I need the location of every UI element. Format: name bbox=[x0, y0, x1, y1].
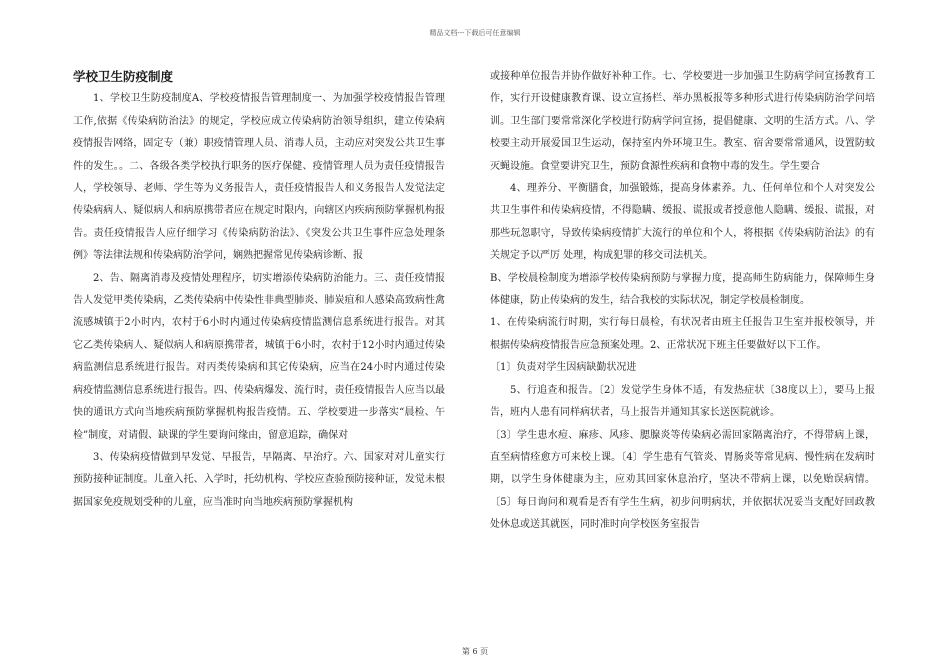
page-number: 第 6 页 bbox=[461, 647, 489, 656]
left-column-body bbox=[73, 88, 445, 514]
right-column bbox=[490, 66, 875, 537]
body-paragraph: 〔1〕负责对学生因病缺勤状况进 bbox=[490, 362, 637, 374]
body-paragraph: 4、理养分、平衡膳食，加强锻炼，提高身体素养。九、任何单位和个人对突发公共卫生事件和传染病疫情，不得隐瞒、缓报、谎报或者授意他人隐瞒、缓报、谎报，对那些玩忽职守，导致传染病疫情扩大流行的单位和个人，将根据《传染病防治法》的有关规定予以严厉 处理，构成犯罪的移交司法机关。 bbox=[490, 183, 875, 262]
body-paragraph: 或接种单位报告并协作做好补种工作。七、学校要进一步加强卫生防病学问宣扬教育工作，实行开设健康教育课、设立宣扬栏、举办黑板报等多种形式进行传染病防治学问培训。卫生部门要常常深化学校进行防病学问宣扬，提倡健康、文明的生活方式。八、学校要主动开展爱国卫生运动，保持室内外环境卫生。教室、宿舍要常常通风，设置防蚊灭蝇设施。食堂要讲究卫生，预防食源性疾病和食物中毒的发生。学生要合 bbox=[490, 71, 875, 172]
body-paragraph: 〔3〕学生患水痘、麻疹、风疹、腮腺炎等传染病必需回家隔离治疗，不得带病上课，直至病情痊愈方可来校上课。〔4〕学生患有气管炎、胃肠炎等常见病、慢性病在发病时期，以学生身体健康为主，应劝其回家休息治疗，坚决不带病上课，以免贻误病情。〔5〕每日询问和观看是否有学生生病，初步问明病状，并依据状况妥当支配好回政教处休息或送其就医，同时准时向学校医务室报告 bbox=[490, 429, 875, 531]
right-column-body bbox=[490, 66, 875, 537]
page-header: 精品文档---下载后可任意编辑 bbox=[429, 29, 521, 37]
body-paragraph: 3、传染病疫情做到早发觉、早报告，早隔离、早治疗。六、国家对对儿童实行预防接种证制度。儿童入托、入学时，托幼机构、学校应查验预防接种证，发觉未根据国家免疫规划受种的儿童，应当准时向当地疾病预防掌握机构 bbox=[73, 451, 445, 508]
document-title: 学校卫生防疫制度 bbox=[73, 69, 174, 84]
body-paragraph: 5、行追查和报告。〔2〕发觉学生身体不适，有发热症状〔38度以上〕，要马上报告，班内人患有同样病状者，马上报告并通知其家长送医院就诊。 bbox=[490, 384, 875, 419]
body-paragraph: B、学校晨检制度为增添学校传染病预防与掌握力度，提高师生防病能力，保障师生身体健康，防止传染病的发生，结合我校的实际状况，制定学校晨检制度。 bbox=[490, 272, 875, 307]
body-paragraph: 1、在传染病流行时期，实行每日晨检，有状况者由班主任报告卫生室并报校领导，并根据传染病疫情报告应急预案处理。2、正常状况下班主任要做好以下工作。 bbox=[490, 317, 875, 351]
body-paragraph: 2、告、隔离消毒及疫情处理程序，切实增添传染病防治能力。三、责任疫情报告人发觉甲类传染病，乙类传染病中传染性非典型肺炎、肺炭疽和人感染高致病性禽流感城镇于2小时内，农村于6小时内通过传染病疫情监测信息系统进行报告。对其它乙类传染病人、疑似病人和病原携带者，城镇于6小时，农村于12小时内通过传染病监测信息系统进行报告。对丙类传染病和其它传染病，应当在24小时内通过传染病疫情监测信息系统进行报告。四、传染病爆发、流行时，责任疫情报告人应当以最快的通讯方式向当地疾病预防掌握机构报告疫情。五、学校要进一步落实“晨检、午检”制度，对请假、缺课的学生要询问缘由，留意追踪，确保对 bbox=[73, 272, 445, 441]
body-paragraph: 1、学校卫生防疫制度A、学校疫情报告管理制度一、为加强学校疫情报告管理工作,依据《传染病防治法》的规定，学校应成立传染病防治领导组织，建立传染病疫情报告网络，固定专（兼）职疫情管理人员、消毒人员，主动应对突发公共卫生事件的发生。。二、各级各类学校执行职务的医疗保健、疫情管理人员为责任疫情报告人，学校领导、老师、学生等为义务报告人，责任疫情报告人和义务报告人发觉法定传染病病人、疑似病人和病原携带者应在规定时限内，向辖区内疾病预防掌握机构报告。责任疫情报告人应仔细学习《传染病防治法》、《突发公共卫生事件应急处理条例》等法律法规和传染病防治学问，娴熟把握常见传染病诊断、报 bbox=[73, 93, 445, 262]
left-column bbox=[73, 66, 445, 514]
